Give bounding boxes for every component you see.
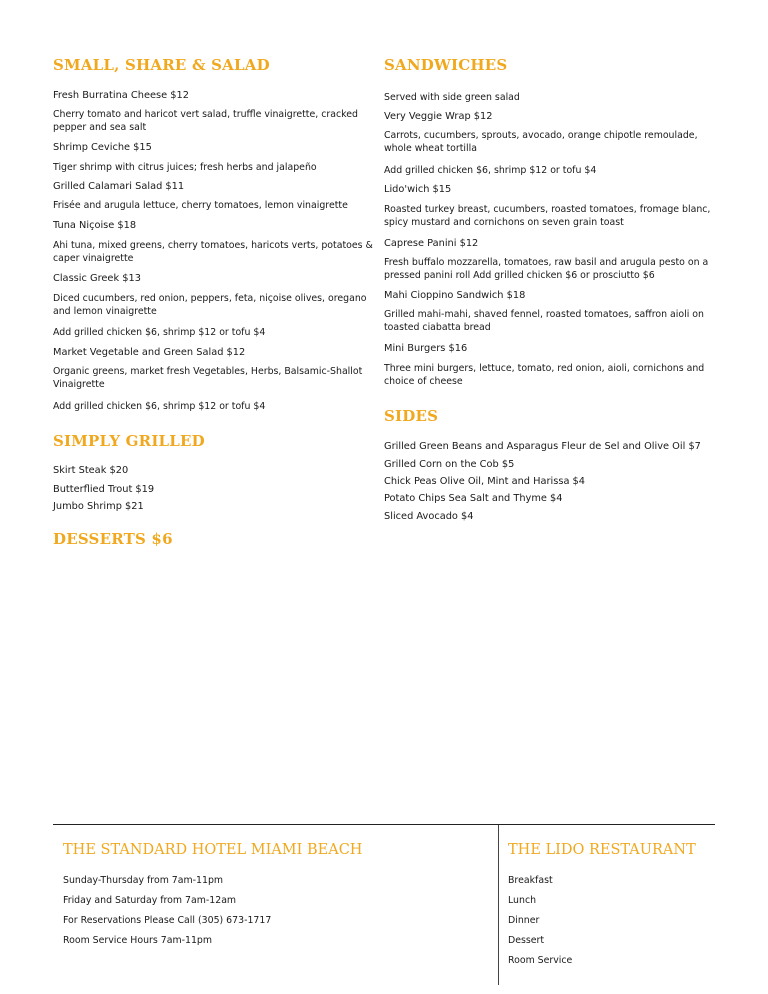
menu-item: Fresh Burratina Cheese $12 (53, 90, 189, 101)
menu-item: Classic Greek $13 (53, 273, 141, 284)
menu-item: Potato Chips Sea Salt and Thyme $4 (384, 493, 563, 504)
footer-divider (498, 825, 499, 985)
menu-item-addon: Add grilled chicken $6, shrimp $12 or tofu $4 (53, 327, 266, 338)
section-note: Served with side green salad (384, 92, 520, 103)
menu-item-description: Carrots, cucumbers, sprouts, avocado, orange chipotle remoulade, whole wheat tortilla (384, 130, 698, 154)
section-heading-simply-grilled: SIMPLY GRILLED (53, 432, 205, 450)
section-heading-desserts: DESSERTS $6 (53, 530, 173, 548)
menu-item: Very Veggie Wrap $12 (384, 111, 493, 122)
menu-item: Chick Peas Olive Oil, Mint and Harissa $4 (384, 476, 586, 487)
menu-item-description: Roasted turkey breast, cucumbers, roasted tomatoes, fromage blanc, spicy mustard and cornichons on seven grain toast (384, 204, 711, 228)
menu-item-description: Diced cucumbers, red onion, peppers, feta, niçoise olives, oregano and lemon vinaigrette (53, 293, 367, 317)
menu-item: Mini Burgers $16 (384, 343, 468, 354)
room-service-hours-line: Room Service Hours 7am-11pm (63, 935, 212, 946)
section-heading-sides: SIDES (384, 407, 439, 425)
menu-item: Mahi Cioppino Sandwich $18 (384, 290, 526, 301)
reservations-line: For Reservations Please Call (305) 673-1717 (63, 915, 272, 926)
menu-item: Lido'wich $15 (384, 184, 452, 195)
menu-item-description: Organic greens, market fresh Vegetables, Herbs, Balsamic-Shallot Vinaigrette (53, 366, 363, 390)
menu-item: Jumbo Shrimp $21 (53, 501, 144, 512)
menu-item: Tuna Niçoise $18 (53, 220, 137, 231)
menu-item-description: Grilled mahi-mahi, shaved fennel, roasted tomatoes, saffron aioli on toasted ciabatta bread (384, 309, 704, 333)
menu-item-description: Cherry tomato and haricot vert salad, truffle vinaigrette, cracked pepper and sea salt (53, 109, 358, 133)
menu-item-addon: Add grilled chicken $6, shrimp $12 or tofu $4 (53, 401, 266, 412)
menu-item: Market Vegetable and Green Salad $12 (53, 347, 246, 358)
footer-info-panel (53, 824, 715, 994)
meal-list-item: Lunch (508, 895, 537, 906)
menu-item: Shrimp Ceviche $15 (53, 142, 152, 153)
meal-list-item: Dinner (508, 915, 540, 926)
menu-item: Grilled Calamari Salad $11 (53, 181, 185, 192)
hours-line: Friday and Saturday from 7am-12am (63, 895, 237, 906)
footer-heading-lido: THE LIDO RESTAURANT (508, 842, 696, 858)
menu-item: Sliced Avocado $4 (384, 511, 474, 522)
section-heading-sandwiches: SANDWICHES (384, 56, 508, 74)
hours-line: Sunday-Thursday from 7am-11pm (63, 875, 224, 886)
menu-item: Grilled Corn on the Cob $5 (384, 459, 515, 470)
menu-item: Grilled Green Beans and Asparagus Fleur de Sel and Olive Oil $7 (384, 441, 701, 452)
menu-item-description: Fresh buffalo mozzarella, tomatoes, raw basil and arugula pesto on a pressed panini roll Add grilled chicken $6 or prosciutto $6 (384, 257, 709, 281)
menu-item-description: Three mini burgers, lettuce, tomato, red onion, aioli, cornichons and choice of cheese (384, 363, 705, 387)
meal-list-item: Dessert (508, 935, 545, 946)
menu-item-description: Tiger shrimp with citrus juices; fresh herbs and jalapeño (53, 162, 317, 173)
menu-item-description: Frisée and arugula lettuce, cherry tomatoes, lemon vinaigrette (53, 200, 348, 211)
menu-item-description: Ahi tuna, mixed greens, cherry tomatoes, haricots verts, potatoes & caper vinaigrette (53, 240, 373, 264)
meal-list-item: Room Service (508, 955, 573, 966)
menu-item: Skirt Steak $20 (53, 465, 129, 476)
meal-list-item: Breakfast (508, 875, 553, 886)
menu-item: Caprese Panini $12 (384, 238, 479, 249)
menu-item-addon: Add grilled chicken $6, shrimp $12 or tofu $4 (384, 165, 597, 176)
menu-item: Butterflied Trout $19 (53, 484, 155, 495)
footer-heading-hotel: THE STANDARD HOTEL MIAMI BEACH (63, 842, 363, 858)
section-heading-small-share-salad: SMALL, SHARE & SALAD (53, 56, 270, 74)
